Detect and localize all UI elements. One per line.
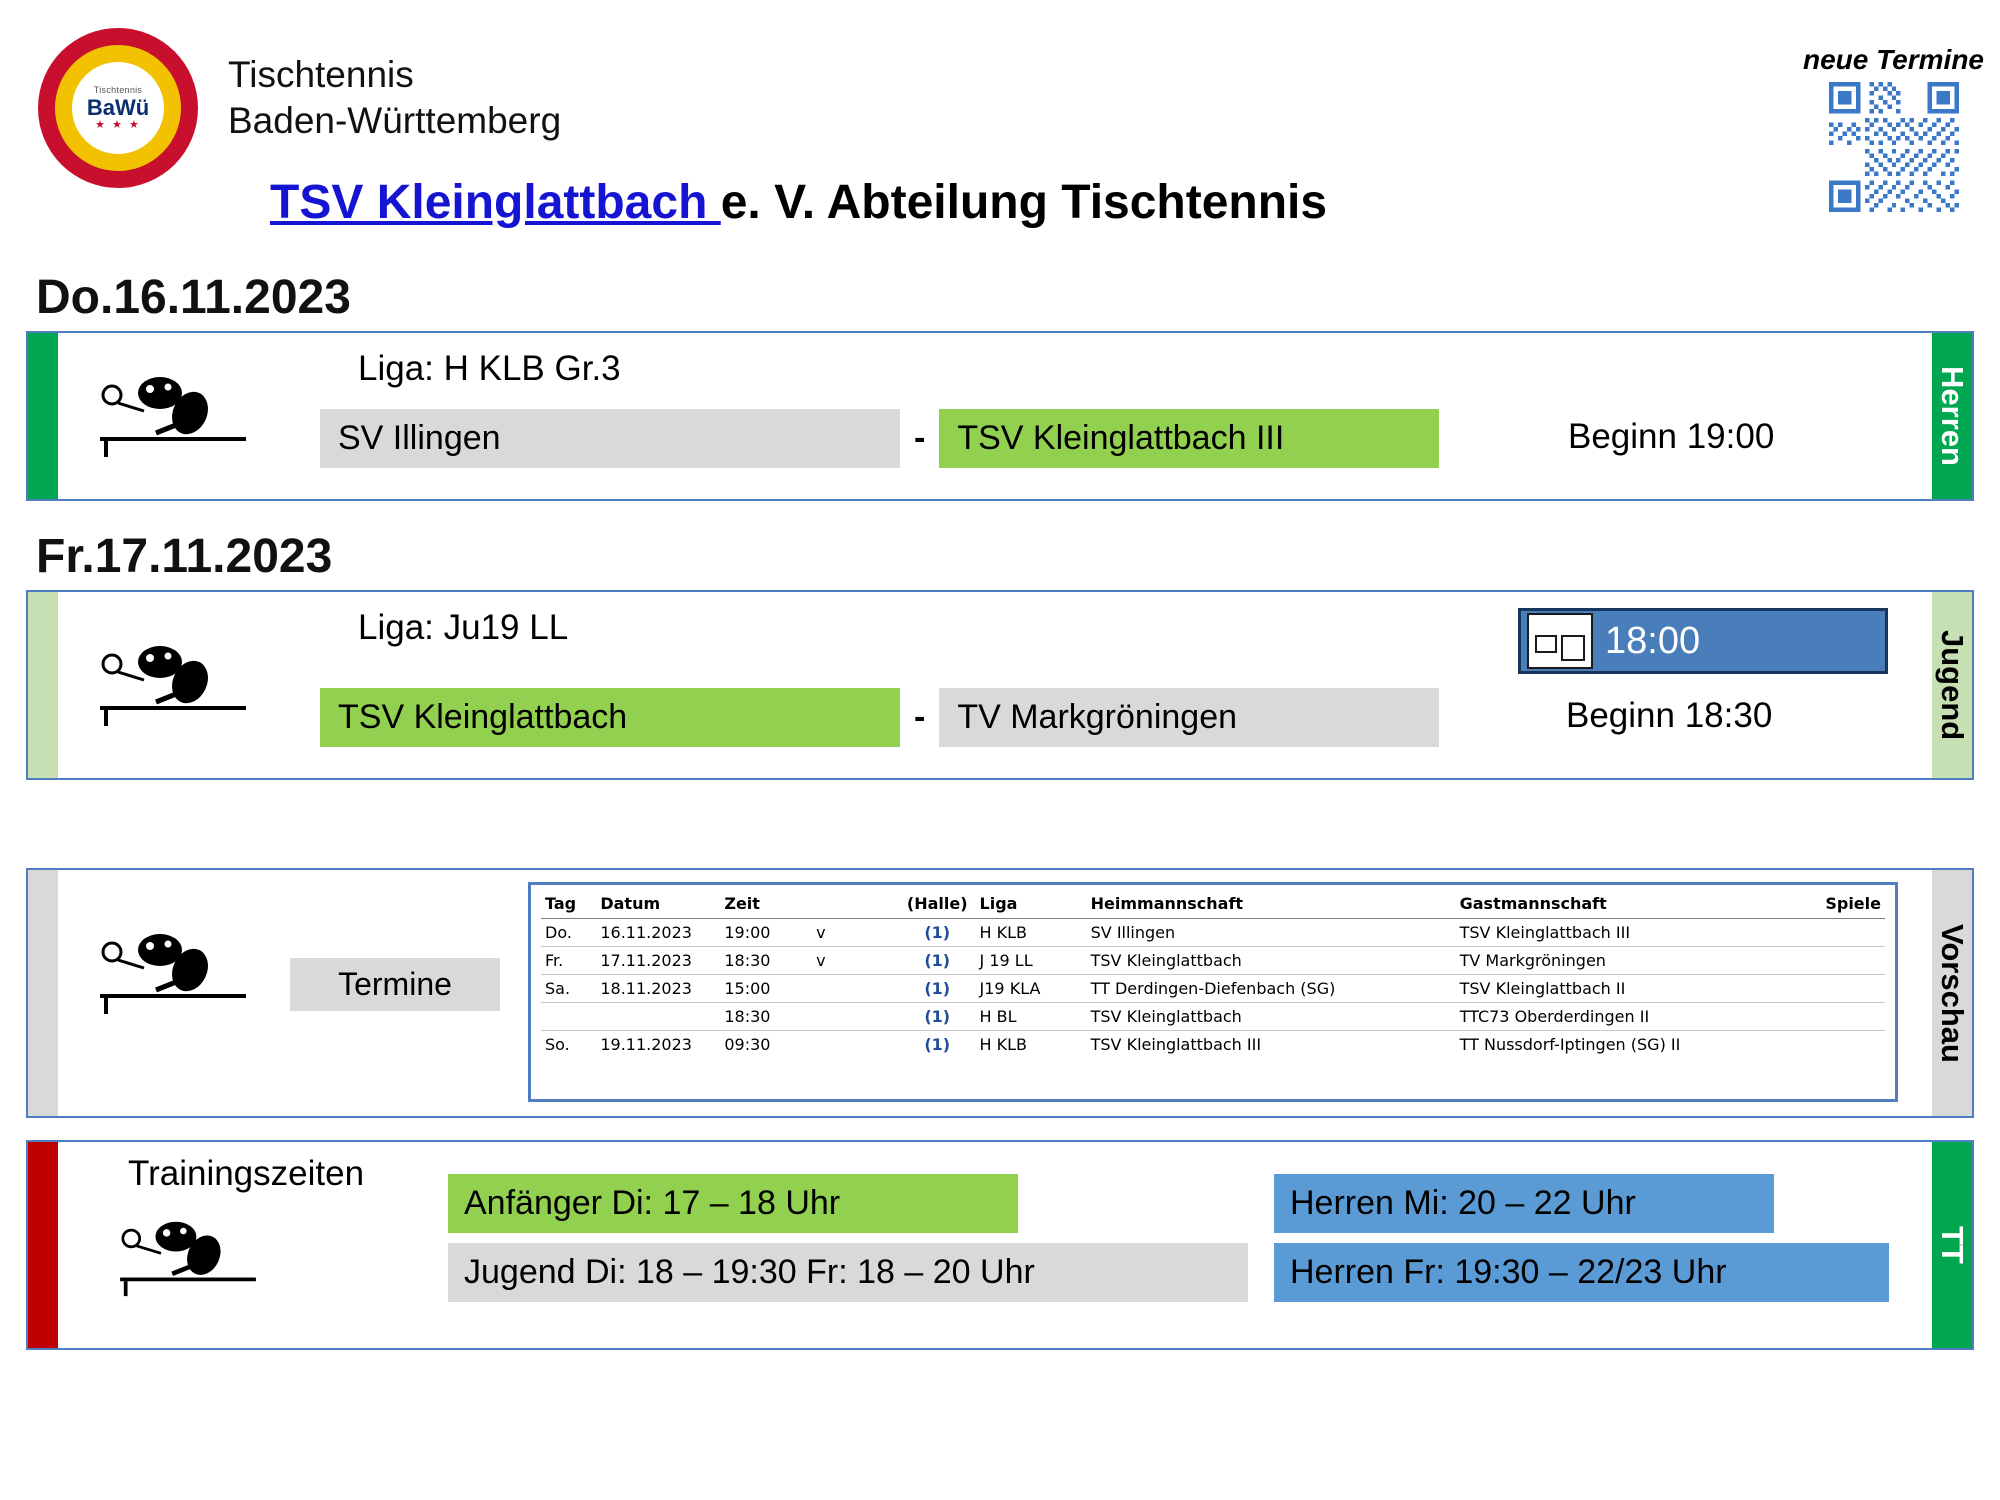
cell-flag: v xyxy=(812,919,899,947)
cell-halle: (1) xyxy=(899,919,976,947)
cell-flag xyxy=(812,1031,899,1059)
cell-datum: 18.11.2023 xyxy=(596,975,720,1003)
termine-table-wrap xyxy=(528,882,1898,1102)
cell-flag: v xyxy=(812,947,899,975)
table-tennis-icon xyxy=(98,373,248,459)
qr-code-icon[interactable] xyxy=(1804,82,1984,212)
cell-heim: TSV Kleinglattbach III xyxy=(1087,1031,1456,1059)
logo-top-text: Tischtennis xyxy=(93,84,143,95)
ttbw-logo xyxy=(38,28,198,188)
logo-ring xyxy=(55,45,181,171)
cell-tag xyxy=(541,1003,596,1031)
title-rest: e. V. Abteilung Tischtennis xyxy=(720,176,1328,229)
cell-flag xyxy=(812,975,899,1003)
table-row xyxy=(541,975,1885,1003)
home-team-1: SV Illingen xyxy=(320,409,900,468)
training-side-label: TT xyxy=(1932,1142,1972,1348)
cell-spiele xyxy=(1821,947,1885,975)
cell-tag: Fr. xyxy=(541,947,596,975)
cell-gast: TTC73 Oberderdingen II xyxy=(1456,1003,1822,1031)
start-time-2: Beginn 18:30 xyxy=(1566,696,1773,735)
cell-tag: So. xyxy=(541,1031,596,1059)
table-row xyxy=(541,947,1885,975)
vorschau-accent xyxy=(28,870,58,1116)
cell-gast: TSV Kleinglattbach II xyxy=(1456,975,1822,1003)
col-tag: Tag xyxy=(545,894,577,913)
cell-zeit: 19:00 xyxy=(720,919,812,947)
cell-heim: TSV Kleinglattbach xyxy=(1087,1003,1456,1031)
cell-liga: H KLB xyxy=(976,919,1087,947)
training-cell-herren-fr: Herren Fr: 19:30 – 22/23 Uhr xyxy=(1274,1243,1889,1302)
cell-heim: SV Illingen xyxy=(1087,919,1456,947)
cell-halle: (1) xyxy=(899,1031,976,1059)
match-row-1 xyxy=(26,331,1974,501)
col-flag xyxy=(812,891,899,919)
match-row-2-body xyxy=(58,592,1932,778)
table-tennis-icon xyxy=(98,930,248,1016)
vorschau-side-label: Vorschau xyxy=(1932,870,1972,1116)
table-header-row xyxy=(541,891,1885,919)
row-side-label-2: Jugend xyxy=(1932,592,1972,778)
cell-liga: J19 KLA xyxy=(976,975,1087,1003)
hall-time: 18:00 xyxy=(1605,619,1701,662)
training-section xyxy=(26,1140,1974,1350)
versus-dash-2: - xyxy=(914,698,926,736)
cell-tag: Do. xyxy=(541,919,596,947)
home-team-2: TSV Kleinglattbach xyxy=(320,688,900,747)
teams-2 xyxy=(320,688,1439,747)
versus-dash-1: - xyxy=(914,419,926,457)
row-accent-2 xyxy=(28,592,58,778)
table-tennis-icon xyxy=(118,1218,258,1298)
liga-label-2: Liga: Ju19 LL xyxy=(358,608,569,647)
col-halle: (Halle) xyxy=(906,894,968,913)
cell-zeit: 18:30 xyxy=(720,947,812,975)
away-team-1: TSV Kleinglattbach III xyxy=(939,409,1439,468)
cell-halle: (1) xyxy=(899,1003,976,1031)
away-team-2: TV Markgröningen xyxy=(939,688,1439,747)
col-spiele: Spiele xyxy=(1825,894,1881,913)
training-cell-anfaenger: Anfänger Di: 17 – 18 Uhr xyxy=(448,1174,1018,1233)
cell-halle: (1) xyxy=(899,947,976,975)
date-heading-1: Do.16.11.2023 xyxy=(36,271,351,324)
col-datum: Datum xyxy=(600,894,661,913)
teams-1 xyxy=(320,409,1439,468)
termine-label: Termine xyxy=(290,958,500,1011)
vorschau-body xyxy=(58,870,1932,1116)
training-grid xyxy=(448,1174,1894,1302)
vorschau-section xyxy=(26,868,1974,1118)
cell-spiele xyxy=(1821,1003,1885,1031)
termine-table xyxy=(541,891,1885,1058)
match-row-1-body xyxy=(58,333,1932,499)
cell-spiele xyxy=(1821,975,1885,1003)
table-tennis-icon xyxy=(98,642,248,728)
date-heading-2: Fr.17.11.2023 xyxy=(36,530,333,583)
page-header xyxy=(0,0,2000,270)
row-accent-1 xyxy=(28,333,58,499)
cell-heim: TT Derdingen-Diefenbach (SG) xyxy=(1087,975,1456,1003)
neue-termine-label: neue Termine xyxy=(1802,44,1984,75)
col-zeit: Zeit xyxy=(724,894,760,913)
col-heim: Heimmannschaft xyxy=(1090,894,1244,913)
organization-line-2: Baden-Württemberg xyxy=(228,99,562,141)
col-liga: Liga xyxy=(979,894,1018,913)
cell-liga: H BL xyxy=(976,1003,1087,1031)
page-title xyxy=(270,175,1327,230)
cell-tag: Sa. xyxy=(541,975,596,1003)
cell-datum xyxy=(596,1003,720,1031)
logo-inner xyxy=(72,62,164,154)
cell-spiele xyxy=(1821,1031,1885,1059)
cell-zeit: 15:00 xyxy=(720,975,812,1003)
cell-liga: H KLB xyxy=(976,1031,1087,1059)
training-cell-herren-mi: Herren Mi: 20 – 22 Uhr xyxy=(1274,1174,1774,1233)
cell-gast: TSV Kleinglattbach III xyxy=(1456,919,1822,947)
cell-heim: TSV Kleinglattbach xyxy=(1087,947,1456,975)
training-body xyxy=(58,1142,1932,1348)
club-link[interactable]: TSV Kleinglattbach xyxy=(270,176,721,229)
logo-mid-text: BaWü xyxy=(86,94,150,120)
training-cell-jugend: Jugend Di: 18 – 19:30 Fr: 18 – 20 Uhr xyxy=(448,1243,1248,1302)
cell-zeit: 18:30 xyxy=(720,1003,812,1031)
table-row xyxy=(541,1031,1885,1059)
organization-name xyxy=(228,52,561,143)
cell-flag xyxy=(812,1003,899,1031)
organization-line-1: Tischtennis xyxy=(228,54,414,95)
training-accent xyxy=(28,1142,58,1348)
liga-label-1: Liga: H KLB Gr.3 xyxy=(358,349,621,388)
training-title: Trainingszeiten xyxy=(128,1154,365,1193)
table-row xyxy=(541,1003,1885,1031)
cell-gast: TV Markgröningen xyxy=(1456,947,1822,975)
cell-halle: (1) xyxy=(899,975,976,1003)
hall-icon xyxy=(1527,613,1593,669)
hall-time-badge xyxy=(1518,608,1888,674)
row-side-label-1: Herren xyxy=(1932,333,1972,499)
cell-datum: 16.11.2023 xyxy=(596,919,720,947)
col-gast: Gastmannschaft xyxy=(1459,894,1607,913)
cell-datum: 19.11.2023 xyxy=(596,1031,720,1059)
cell-zeit: 09:30 xyxy=(720,1031,812,1059)
logo-stars: ★ ★ ★ xyxy=(95,118,141,131)
start-time-1: Beginn 19:00 xyxy=(1568,417,1775,456)
cell-spiele xyxy=(1821,919,1885,947)
table-row xyxy=(541,919,1885,947)
match-row-2 xyxy=(26,590,1974,780)
cell-gast: TT Nussdorf-Iptingen (SG) II xyxy=(1456,1031,1822,1059)
cell-liga: J 19 LL xyxy=(976,947,1087,975)
cell-datum: 17.11.2023 xyxy=(596,947,720,975)
